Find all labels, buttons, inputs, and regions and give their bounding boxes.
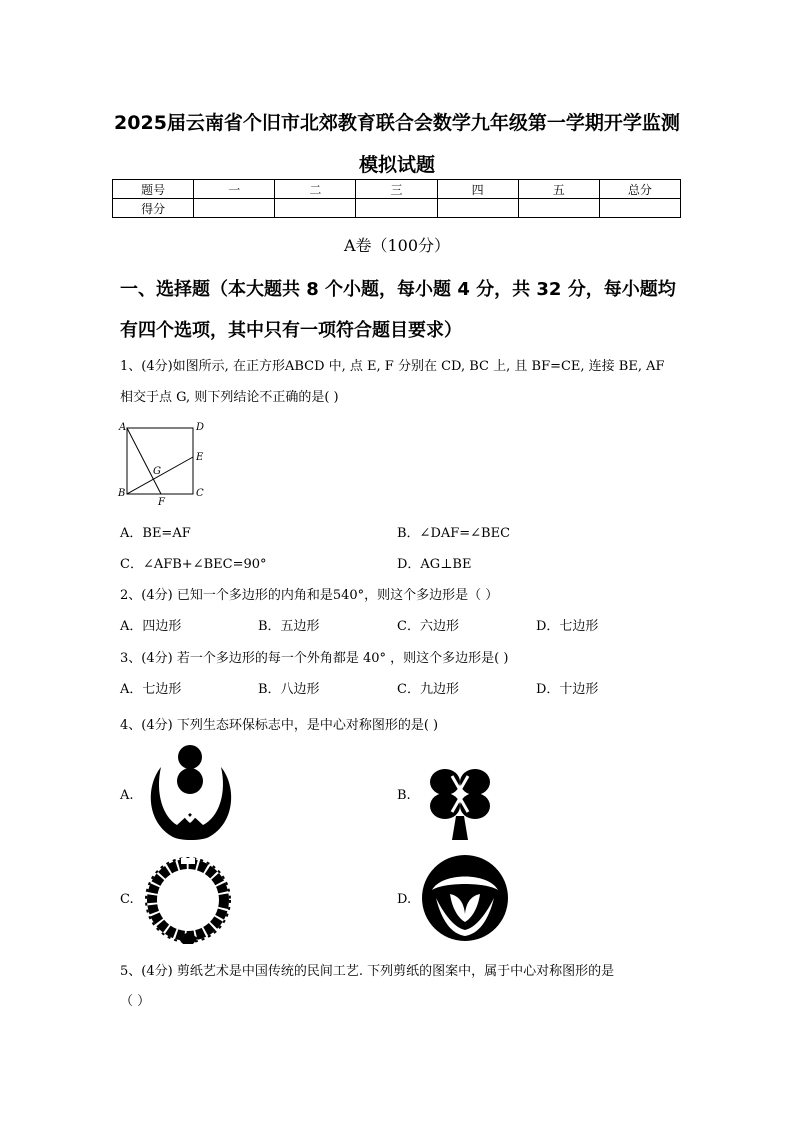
q2-text: 2、(4分) 已知一个多边形的内角和是540°，则这个多边形是（ ）	[120, 588, 499, 603]
section1-heading-line1: 一、选择题（本大题共 8 个小题，每小题 4 分，共 32 分，每小题均	[120, 279, 676, 300]
score-cell: 二	[275, 180, 356, 199]
score-input-cell[interactable]	[437, 199, 518, 218]
q2-option-d: D．七边形	[536, 619, 599, 634]
eco-symbol-petals-icon	[420, 744, 500, 842]
score-table-row	[113, 180, 681, 199]
eco-symbol-circle-leaf-icon	[420, 852, 510, 944]
q1-line1: 1、(4分)如图所示, 在正方形ABCD 中, 点 E, F 分别在 CD, BC 上, 且 BF=CE, 连接 BE, AF	[120, 359, 665, 374]
q1-option-c: C．∠AFB+∠BEC=90°	[120, 557, 267, 572]
q4-text: 4、(4分) 下列生态环保标志中，是中心对称图形的是( )	[120, 718, 439, 733]
eco-symbol-wreath-icon	[143, 852, 233, 947]
q3-text: 3、(4分) 若一个多边形的每一个外角都是 40° ，则这个多边形是( )	[120, 651, 509, 666]
fig-label-g: G	[153, 466, 161, 477]
fig-label-a: A	[119, 422, 127, 433]
q5-line1: 5、(4分) 剪纸艺术是中国传统的民间工艺. 下列剪纸的图案中，属于中心对称图形的是	[120, 964, 615, 979]
q2-option-a: A．四边形	[120, 619, 182, 634]
score-input-cell[interactable]	[194, 199, 275, 218]
q1-option-d: D．AG⊥BE	[397, 557, 472, 572]
q4-option-a-label: A.	[120, 788, 134, 803]
score-input-cell[interactable]	[356, 199, 437, 218]
doc-title-line2: 模拟试题	[358, 154, 435, 176]
score-input-cell[interactable]	[599, 199, 680, 218]
score-cell: 总分	[599, 180, 680, 199]
q3-option-b: B．八边形	[258, 682, 320, 697]
score-cell: 一	[194, 180, 275, 199]
fig-label-d: D	[196, 422, 205, 433]
q4-option-b-label: B.	[397, 788, 411, 803]
q1-line2: 相交于点 G, 则下列结论不正确的是( )	[120, 390, 339, 405]
q3-option-a: A．七边形	[120, 682, 182, 697]
section-a-heading: A卷（100分）	[343, 236, 451, 255]
score-cell: 题号	[113, 180, 194, 199]
section1-heading-line2: 有四个选项，其中只有一项符合题目要求）	[120, 320, 462, 341]
fig-label-f: F	[158, 497, 165, 508]
doc-title-line1: 2025届云南省个旧市北郊教育联合会数学九年级第一学期开学监测	[114, 112, 680, 134]
q5-line2: （ ）	[120, 994, 151, 1009]
fig-label-b: B	[118, 488, 126, 499]
q3-option-c: C．九边形	[397, 682, 459, 697]
eco-symbol-flame-icon	[143, 743, 239, 843]
square-abcd-figure	[115, 418, 215, 508]
score-cell: 五	[518, 180, 599, 199]
q4-option-c-label: C.	[120, 892, 134, 907]
score-input-cell[interactable]	[518, 199, 599, 218]
score-table	[112, 179, 681, 218]
q2-option-b: B．五边形	[258, 619, 320, 634]
fig-label-e: E	[196, 452, 204, 463]
q4-option-d-label: D.	[397, 892, 412, 907]
score-table-row	[113, 199, 681, 218]
fig-label-c: C	[196, 488, 204, 499]
q2-option-c: C．六边形	[397, 619, 459, 634]
q3-option-d: D．十边形	[536, 682, 599, 697]
q1-option-a: A．BE=AF	[120, 526, 191, 541]
score-cell: 得分	[113, 199, 194, 218]
score-input-cell[interactable]	[275, 199, 356, 218]
score-cell: 四	[437, 180, 518, 199]
q1-option-b: B．∠DAF=∠BEC	[397, 526, 511, 541]
score-cell: 三	[356, 180, 437, 199]
